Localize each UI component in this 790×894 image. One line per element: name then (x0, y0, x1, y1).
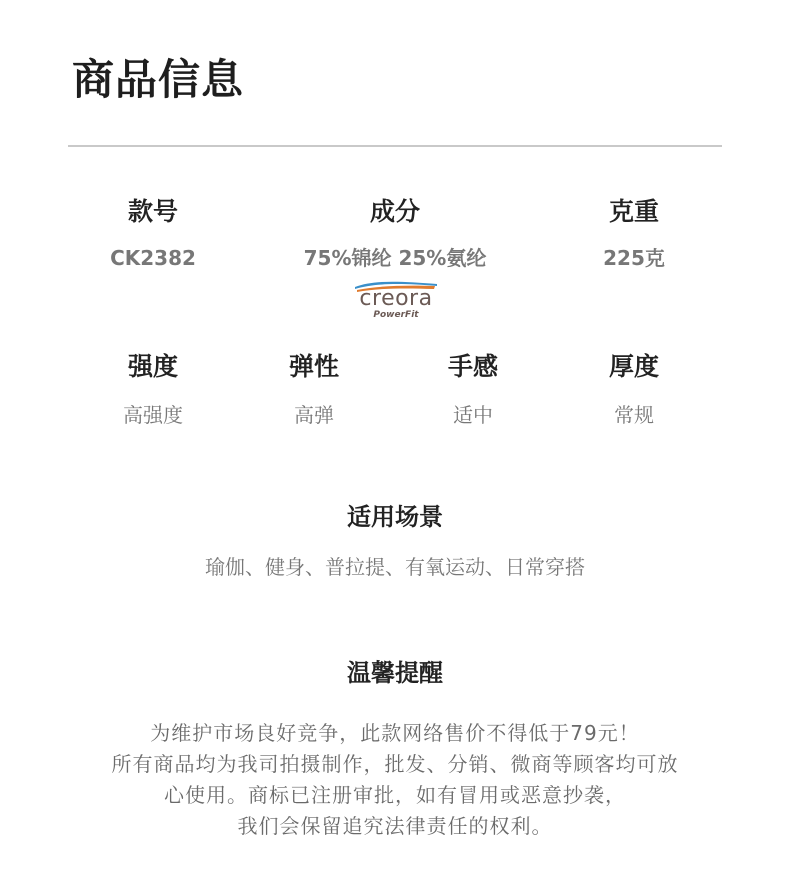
notice-line: 我们会保留追究法律责任的权利。 (237, 814, 553, 838)
spec-label: 弹性 (288, 352, 340, 381)
logo-subtitle: PowerFit (373, 310, 419, 320)
spec-weight (603, 197, 665, 271)
spec-label: 款号 (127, 197, 178, 226)
spec-value: 高弹 (293, 403, 334, 427)
spec-value: 高强度 (123, 403, 183, 427)
logo-wordmark: creora (359, 286, 433, 311)
usage-text: 瑜伽、健身、普拉提、有氧运动、日常穿搭 (205, 555, 585, 579)
spec-label: 手感 (447, 352, 499, 381)
spec-strength (123, 352, 183, 428)
spec-value: 225克 (603, 246, 665, 270)
spec-style-number (110, 197, 196, 271)
notice-title: 温馨提醒 (347, 659, 443, 687)
spec-value: 适中 (452, 403, 493, 427)
notice-line: 为维护市场良好竞争，此款网络售价不得低于79元！ (150, 721, 640, 745)
usage-title: 适用场景 (347, 503, 443, 531)
spec-label: 克重 (608, 197, 659, 226)
spec-value: 75%锦纶 25%氨纶 (303, 246, 487, 270)
title-divider (68, 145, 722, 147)
spec-thickness (609, 352, 659, 428)
spec-value: 常规 (613, 403, 654, 427)
spec-label: 厚度 (608, 352, 660, 381)
notice-line: 心使用。商标已注册审批，如有冒用或恶意抄袭， (164, 783, 626, 807)
spec-label: 强度 (127, 352, 178, 381)
spec-elasticity (289, 352, 339, 428)
spec-value: CK2382 (110, 246, 196, 270)
page-title: 商品信息 (72, 55, 245, 104)
notice-line: 所有商品均为我司拍摄制作，批发、分销、微商等顾客均可放 (111, 752, 679, 776)
spec-label: 成分 (369, 197, 420, 226)
spec-composition (304, 197, 487, 271)
creora-logo (351, 281, 441, 323)
spec-hand-feel (448, 352, 498, 428)
